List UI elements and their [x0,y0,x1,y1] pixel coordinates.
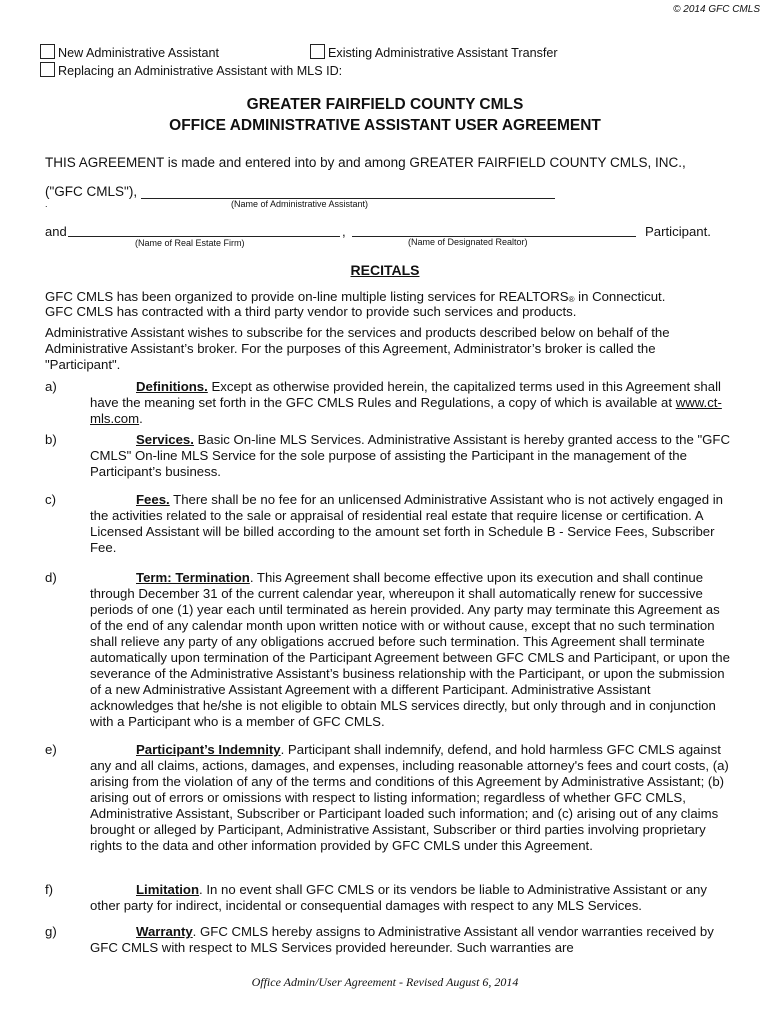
item-f-marker: f) [45,882,54,897]
title-organization: GREATER FAIRFIELD COUNTY CMLS [246,96,524,113]
item-e-heading: Participant’s Indemnity [136,742,281,757]
item-g-heading: Warranty [136,924,193,939]
firm-caption: (Name of Real Estate Firm) [135,238,245,248]
intro-text: THIS AGREEMENT is made and entered into by and among GREATER FAIRFIELD COUNTY CMLS, INC., [45,155,686,170]
recitals-heading: RECITALS [350,262,420,278]
item-a-text: Except as otherwise provided herein, the capitalized terms used in this Agreement shall have the meaning set forth in the GFC CMLS Rules and Regulations, a copy of which is available at [90,379,721,410]
item-d-term [90,570,730,730]
admin-name-caption: (Name of Administrative Assistant) [231,199,369,209]
existing-assistant-checkbox[interactable] [310,44,325,59]
item-a-heading: Definitions. [136,379,208,394]
item-d-marker: d) [45,570,57,585]
item-b-marker: b) [45,432,57,447]
and-label: and [45,224,67,239]
item-a-definitions [90,379,730,427]
item-g-warranty [90,924,730,956]
realtor-caption: (Name of Designated Realtor) [408,237,528,247]
replacing-assistant-option[interactable] [40,62,342,78]
recital-1-text: GFC CMLS has been organized to provide on-line multiple listing services for REALTORS [45,289,569,304]
new-assistant-option[interactable] [40,44,219,60]
item-f-text: . In no event shall GFC CMLS or its vendors be liable to Administrative Assistant or any other party for indirect, incidental or consequential damages with respect to any MLS Services. [90,882,707,913]
item-b-heading: Services. [136,432,194,447]
realtor-name-field[interactable] [352,223,636,237]
participant-label: Participant. [645,224,711,239]
existing-assistant-label: Existing Administrative Assistant Transfer [328,46,558,60]
item-f-heading: Limitation [136,882,200,897]
replacing-assistant-label: Replacing an Administrative Assistant with MLS ID: [58,64,343,78]
copyright-notice: © 2014 GFC CMLS [673,4,760,15]
item-f-limitation [90,882,730,914]
title-agreement: OFFICE ADMINISTRATIVE ASSISTANT USER AGREEMENT [169,117,601,134]
admin-name-field[interactable] [141,183,555,199]
comma-separator: , [342,224,346,239]
item-a-tail: . [139,411,143,426]
item-b-text: Basic On-line MLS Services. Administrative Assistant is hereby granted access to the "GFC CMLS" On-line MLS Service for the sole purpose of assisting the Participant in the management of the Participant’s business. [90,432,731,479]
recital-1-tail: in Connecticut. [574,289,666,304]
item-b-services [90,432,730,480]
item-c-text: There shall be no fee for an unlicensed Administrative Assistant who is not actively engaged in the activities related to the sale or appraisal of residential real estate that require license or certification. A Licensed Assistant will be billed according to the amount set forth in Schedule B - Service Fees, Subscriber Fee. [90,492,723,555]
item-g-text: . GFC CMLS hereby assigns to Administrative Assistant all vendor warranties received by GFC CMLS with respect to MLS Services provided hereunder. Such warranties are [90,924,714,955]
item-a-marker: a) [45,379,57,394]
page-footer: Office Admin/User Agreement - Revised August 6, 2014 [251,975,519,989]
new-assistant-label: New Administrative Assistant [58,46,219,60]
registered-mark: ® [568,295,575,304]
item-g-marker: g) [45,924,57,939]
recital-2: GFC CMLS has contracted with a third party vendor to provide such services and products. [45,304,577,319]
item-e-text: . Participant shall indemnify, defend, and hold harmless GFC CMLS against any and all claims, actions, damages, and expenses, including reasonable attorney's fees and court costs, (a) arising from the violation of any of the terms and conditions of this Agreement by Administrative Assistant; (b) arising out of errors or omissions with respect to listing information; regardless of whether GFC CMLS, Administrative Assistant, Subscriber or Participant loaded such information; and (c) arising out of any claims brought or alleged by Participant, Administrative Assistant, Subscriber or third parties involving proprietary rights to the data and other information provided by GFC CMLS under this Agreement. [90,742,729,853]
item-e-indemnity [90,742,730,854]
gfc-cmls-label: ("GFC CMLS"), [45,184,138,199]
item-e-marker: e) [45,742,57,757]
replacing-assistant-checkbox[interactable] [40,62,55,77]
firm-name-field[interactable] [68,223,340,237]
existing-assistant-option[interactable] [310,44,558,60]
website-link[interactable]: www.ct-mls.com [90,395,722,426]
item-c-fees [90,492,730,556]
item-d-text: . This Agreement shall become effective upon its execution and shall continue through December 31 of the current calendar year, whereupon it shall automatically renew for successive periods of one (1) year each until terminated as herein provided. Any party may terminate this Agreement as of the end of any calendar month upon written notice with or without cause, except that no such termination shall relieve any party of any obligations accrued before such termination. This Agreement shall terminate automatically upon termination of the Participant Agreement between GFC CMLS and Participant, or upon the severance of the Administrative Assistant’s business relationship with the Participant, or upon the submission of a new Administrative Assistant Agreement with a different Participant. Administrative Assistant acknowledges that he/she is not eligible to obtain MLS services directly, but only through and in conjunction with a Participant who is a member of GFC CMLS. [90,570,730,729]
recital-3: Administrative Assistant wishes to subscribe for the services and products described below on behalf of the Administrative Assistant’s broker. For the purposes of this Agreement, Administrator’s broker is called the "Participant". [45,325,670,372]
new-assistant-checkbox[interactable] [40,44,55,59]
item-d-heading: Term: Termination [136,570,250,585]
dot-mark: . [45,199,48,209]
item-c-marker: c) [45,492,56,507]
item-c-heading: Fees. [136,492,170,507]
